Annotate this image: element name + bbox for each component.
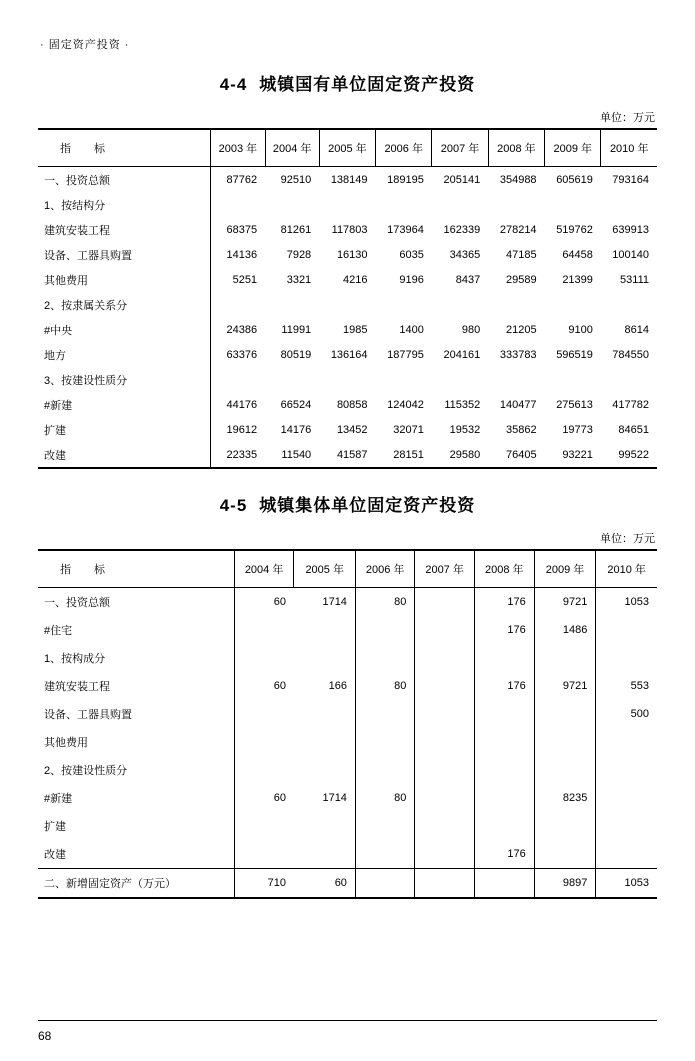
cell: 68375	[211, 217, 265, 242]
cell	[265, 192, 319, 217]
cell	[432, 192, 488, 217]
cell: 176	[474, 588, 534, 617]
cell	[319, 292, 375, 317]
column-header-2010: 2010 年	[601, 129, 657, 167]
cell: 11540	[281, 448, 312, 461]
table-row	[38, 728, 657, 756]
cell: 7928	[286, 248, 312, 261]
row-label: 建筑安装工程	[44, 224, 110, 237]
cell: 19532	[449, 423, 481, 436]
table-row	[38, 167, 657, 193]
cell	[596, 812, 657, 840]
cell: 76405	[505, 448, 537, 461]
cell: 41587	[336, 448, 368, 461]
cell: 80	[355, 784, 414, 812]
row-label: 1、按结构分	[44, 199, 106, 212]
cell	[596, 644, 657, 672]
cell: 84651	[618, 423, 649, 436]
cell	[415, 644, 474, 672]
cell	[474, 784, 534, 812]
row-label: 3、按建设性质分	[44, 374, 128, 387]
column-header-2004: 2004 年	[265, 129, 319, 167]
cell: 24386	[211, 317, 265, 342]
table-title-4-5	[38, 491, 657, 516]
row-label: 地方	[44, 349, 66, 362]
cell	[534, 840, 596, 869]
cell	[432, 367, 488, 392]
cell: 166	[328, 680, 347, 692]
cell: 710	[234, 869, 294, 899]
cell	[474, 644, 534, 672]
cell: 784550	[612, 348, 649, 361]
row-label: 其他费用	[44, 274, 88, 287]
cell	[376, 367, 432, 392]
cell	[545, 292, 601, 317]
table-row	[38, 869, 657, 899]
table-row	[38, 672, 657, 700]
cell: 9721	[534, 588, 596, 617]
cell: 8235	[534, 784, 596, 812]
cell: 80	[355, 672, 414, 700]
cell: 60	[234, 672, 294, 700]
cell	[355, 869, 414, 899]
cell: 639913	[612, 223, 649, 236]
cell	[319, 367, 375, 392]
cell: 19612	[211, 417, 265, 442]
cell	[294, 756, 355, 784]
table-row	[38, 342, 657, 367]
cell	[534, 644, 596, 672]
cell	[355, 644, 414, 672]
row-label: 其他费用	[44, 737, 88, 749]
row-label: 改建	[44, 849, 66, 861]
cell: 44176	[211, 392, 265, 417]
cell	[545, 192, 601, 217]
table-name-4-4: 城镇国有单位固定资产投资	[259, 75, 476, 94]
page-number: 68	[38, 1029, 52, 1043]
row-label: 2、按建设性质分	[44, 765, 128, 777]
cell	[596, 616, 657, 644]
cell: 3321	[286, 273, 312, 286]
table-row	[38, 442, 657, 468]
cell: 605619	[556, 173, 593, 186]
unit-label-4-5: 单位：万元	[600, 533, 655, 545]
cell: 187795	[387, 348, 424, 361]
cell	[415, 616, 474, 644]
column-header-2007: 2007 年	[415, 550, 474, 588]
cell: 80519	[280, 348, 312, 361]
cell	[601, 292, 657, 317]
row-label: #新建	[44, 793, 73, 805]
cell: 176	[474, 840, 534, 869]
cell: 60	[234, 588, 294, 617]
cell: 11991	[281, 323, 312, 336]
cell: 500	[596, 700, 657, 728]
column-header-2005: 2005 年	[294, 550, 355, 588]
table-number-4-4: 4-4	[219, 75, 248, 94]
table-number-4-5: 4-5	[219, 496, 248, 515]
cell	[376, 292, 432, 317]
cell: 80	[355, 588, 414, 617]
table-row	[38, 417, 657, 442]
running-head: · 固定资产投资 ·	[40, 39, 130, 51]
cell	[415, 784, 474, 812]
cell	[355, 700, 414, 728]
cell	[211, 367, 265, 392]
cell: 29589	[505, 273, 537, 286]
cell: 14176	[280, 423, 312, 436]
table-row	[38, 644, 657, 672]
cell: 117803	[331, 223, 368, 236]
table-title-4-4	[38, 70, 657, 95]
cell: 28151	[393, 448, 424, 461]
cell	[234, 840, 294, 869]
table-row	[38, 812, 657, 840]
cell	[355, 616, 414, 644]
cell: 173964	[387, 223, 424, 236]
table-row	[38, 392, 657, 417]
cell: 87762	[211, 167, 265, 193]
cell: 9196	[399, 273, 424, 286]
cell	[234, 728, 294, 756]
column-header-2004: 2004 年	[234, 550, 294, 588]
cell: 1053	[596, 869, 657, 899]
cell: 1053	[596, 588, 657, 617]
cell: 66524	[280, 398, 312, 411]
cell: 16130	[336, 248, 368, 261]
cell	[415, 756, 474, 784]
row-label: 建筑安装工程	[44, 681, 110, 693]
table-4-4-header-row	[38, 129, 657, 167]
cell: 9897	[534, 869, 596, 899]
table-row	[38, 756, 657, 784]
cell: 205141	[443, 173, 481, 186]
cell	[474, 869, 534, 899]
table-4-4	[38, 128, 657, 469]
cell	[488, 292, 544, 317]
cell: 22335	[211, 442, 265, 468]
cell	[355, 812, 414, 840]
cell	[415, 588, 474, 617]
cell	[265, 292, 319, 317]
cell	[294, 616, 355, 644]
row-label: 一、投资总额	[44, 174, 110, 187]
column-header-2010: 2010 年	[596, 550, 657, 588]
cell	[596, 728, 657, 756]
cell: 124042	[387, 398, 424, 411]
column-header-2006: 2006 年	[376, 129, 432, 167]
cell	[534, 756, 596, 784]
cell	[234, 700, 294, 728]
table-row	[38, 616, 657, 644]
column-header-2005: 2005 年	[319, 129, 375, 167]
row-label: 1、按构成分	[44, 653, 106, 665]
cell: 19773	[562, 423, 593, 436]
cell: 63376	[211, 342, 265, 367]
cell: 162339	[443, 223, 481, 236]
table-row	[38, 588, 657, 617]
cell: 8614	[624, 323, 649, 336]
cell: 53111	[620, 273, 649, 286]
cell: 793164	[612, 173, 649, 186]
cell: 100140	[612, 248, 649, 261]
row-label: 扩建	[44, 821, 66, 833]
cell	[294, 728, 355, 756]
cell: 9100	[568, 323, 593, 336]
footer-divider	[38, 1020, 657, 1021]
column-header-indicator: 指 标	[60, 564, 116, 576]
cell: 32071	[393, 423, 424, 436]
cell: 81261	[280, 223, 312, 236]
cell	[211, 292, 265, 317]
cell: 553	[596, 672, 657, 700]
cell: 60	[234, 784, 294, 812]
cell	[294, 840, 355, 869]
cell	[488, 192, 544, 217]
cell: 333783	[499, 348, 537, 361]
cell	[355, 840, 414, 869]
column-header-2006: 2006 年	[355, 550, 414, 588]
cell: 1486	[534, 616, 596, 644]
cell	[234, 616, 294, 644]
cell: 1714	[322, 596, 347, 608]
cell: 93221	[562, 448, 593, 461]
cell: 189195	[387, 173, 424, 186]
row-label: 扩建	[44, 424, 66, 437]
cell	[355, 728, 414, 756]
row-label: #住宅	[44, 625, 73, 637]
row-label: #中央	[44, 324, 73, 337]
cell: 80858	[336, 398, 368, 411]
column-header-2009: 2009 年	[545, 129, 601, 167]
cell: 92510	[280, 173, 312, 186]
cell	[355, 756, 414, 784]
cell	[474, 728, 534, 756]
row-label: 设备、工器具购置	[44, 249, 132, 262]
table-row	[38, 242, 657, 267]
cell: 1985	[343, 323, 368, 336]
cell: 354988	[499, 173, 537, 186]
cell	[234, 756, 294, 784]
row-label: #新建	[44, 399, 73, 412]
row-label: 改建	[44, 449, 66, 462]
cell: 176	[474, 616, 534, 644]
column-header-2007: 2007 年	[432, 129, 488, 167]
cell	[534, 812, 596, 840]
cell: 115352	[444, 398, 481, 411]
cell	[294, 700, 355, 728]
cell: 99522	[618, 448, 649, 461]
row-label: 二、新增固定资产（万元）	[38, 869, 234, 899]
cell: 136164	[330, 348, 368, 361]
cell: 35862	[505, 423, 537, 436]
cell: 14136	[211, 242, 265, 267]
column-header-2008: 2008 年	[488, 129, 544, 167]
table-row	[38, 217, 657, 242]
cell	[319, 192, 375, 217]
cell	[545, 367, 601, 392]
cell	[234, 812, 294, 840]
cell	[474, 756, 534, 784]
cell: 21205	[505, 323, 537, 336]
cell: 47185	[505, 248, 537, 261]
cell: 278214	[499, 223, 537, 236]
column-header-indicator: 指 标	[60, 143, 116, 155]
cell: 4216	[343, 273, 368, 286]
cell	[534, 728, 596, 756]
cell: 6035	[399, 248, 424, 261]
cell: 275613	[556, 398, 593, 411]
cell: 417782	[612, 398, 649, 411]
cell	[415, 672, 474, 700]
cell: 596519	[556, 348, 593, 361]
cell: 1714	[322, 792, 347, 804]
cell	[415, 869, 474, 899]
cell	[596, 784, 657, 812]
column-header-2008: 2008 年	[474, 550, 534, 588]
table-4-5	[38, 549, 657, 899]
cell: 8437	[455, 273, 481, 286]
cell	[415, 700, 474, 728]
cell: 204161	[443, 348, 481, 361]
cell	[376, 192, 432, 217]
table-name-4-5: 城镇集体单位固定资产投资	[259, 496, 476, 515]
cell	[265, 367, 319, 392]
cell: 140477	[499, 398, 537, 411]
cell	[596, 840, 657, 869]
cell	[415, 728, 474, 756]
cell: 519762	[556, 223, 593, 236]
cell: 980	[461, 323, 481, 336]
column-header-2009: 2009 年	[534, 550, 596, 588]
cell: 21399	[562, 273, 593, 286]
cell: 176	[474, 672, 534, 700]
table-row	[38, 192, 657, 217]
cell	[234, 644, 294, 672]
unit-label-4-4: 单位：万元	[600, 112, 655, 124]
cell: 34365	[449, 248, 481, 261]
cell: 138149	[330, 173, 368, 186]
cell	[596, 756, 657, 784]
cell	[474, 700, 534, 728]
cell	[601, 367, 657, 392]
cell	[415, 812, 474, 840]
row-label: 一、投资总额	[44, 597, 110, 609]
cell: 13452	[336, 423, 368, 436]
cell: 64458	[562, 248, 593, 261]
table-row	[38, 292, 657, 317]
cell: 9721	[534, 672, 596, 700]
cell	[294, 812, 355, 840]
cell	[488, 367, 544, 392]
cell: 29580	[449, 448, 481, 461]
cell: 5251	[211, 267, 265, 292]
cell: 1400	[399, 323, 424, 336]
cell	[432, 292, 488, 317]
cell	[534, 700, 596, 728]
table-row	[38, 367, 657, 392]
table-row	[38, 784, 657, 812]
table-row	[38, 840, 657, 869]
table-row	[38, 700, 657, 728]
table-4-5-header-row	[38, 550, 657, 588]
row-label: 设备、工器具购置	[44, 709, 132, 721]
table-row	[38, 267, 657, 292]
cell	[474, 812, 534, 840]
cell: 60	[294, 869, 355, 899]
cell	[415, 840, 474, 869]
cell	[211, 192, 265, 217]
column-header-2003: 2003 年	[211, 129, 265, 167]
table-row	[38, 317, 657, 342]
cell	[601, 192, 657, 217]
cell	[294, 644, 355, 672]
row-label: 2、按隶属关系分	[44, 299, 128, 312]
